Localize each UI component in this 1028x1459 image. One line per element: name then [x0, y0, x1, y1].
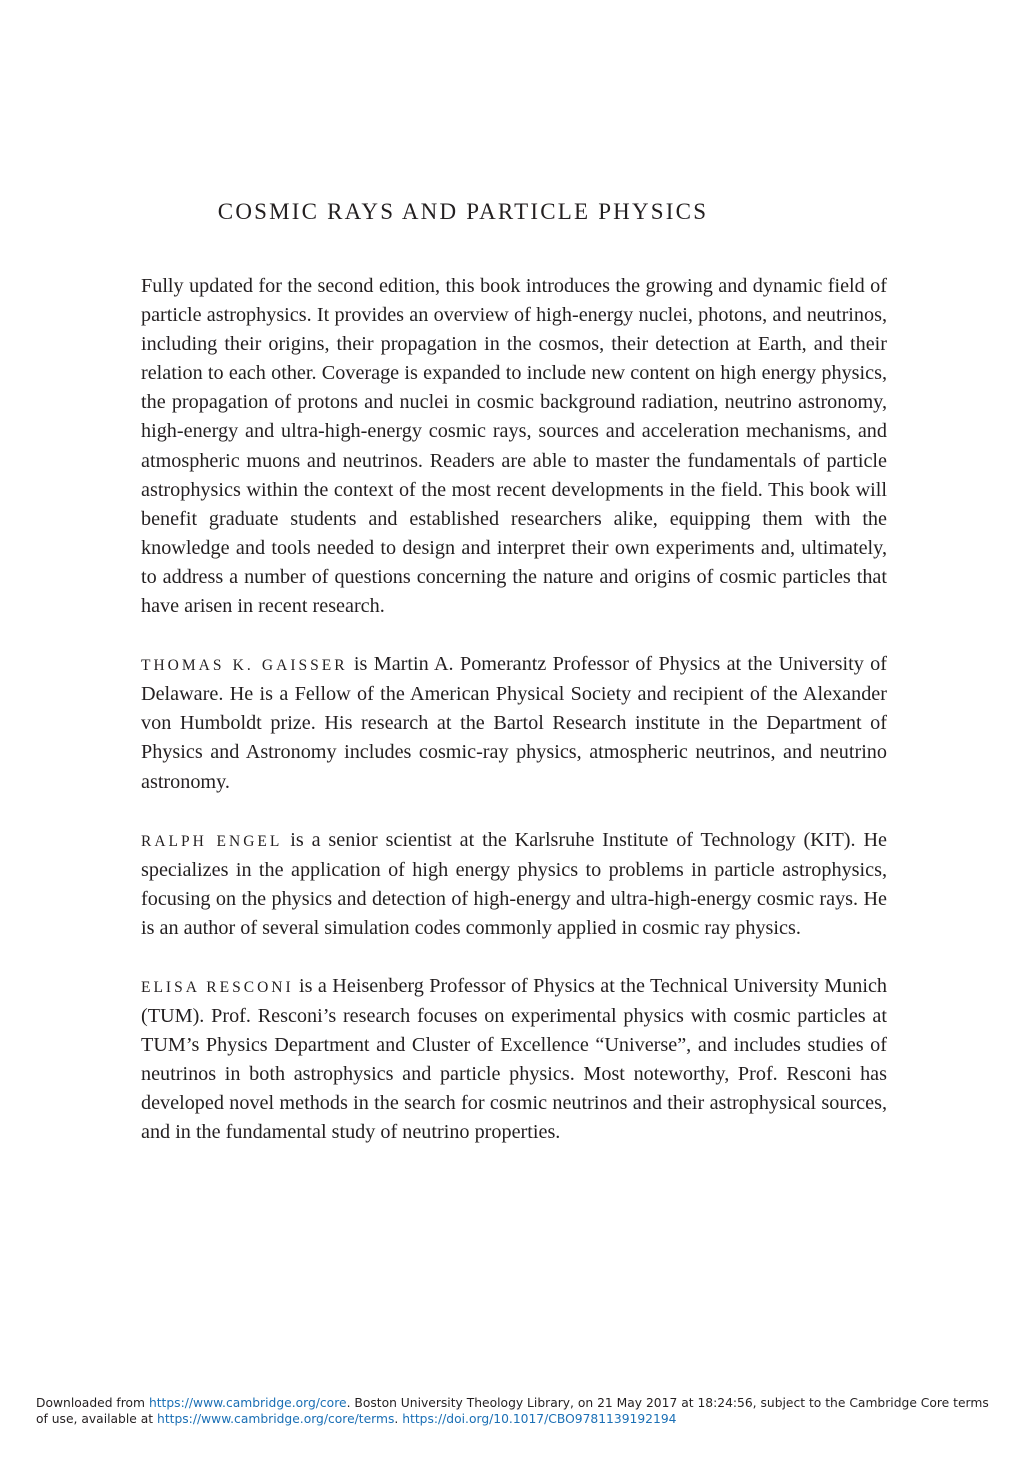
cambridge-core-link[interactable]: https://www.cambridge.org/core: [148, 1396, 347, 1410]
footer-middle: . Boston University Theology Library, on 21 May 2017 at 18:24:56, subject to the Cambridge Core terms of use, available at: [36, 1396, 989, 1426]
author-name: RALPH ENGEL: [141, 832, 283, 850]
footer-separator: .: [394, 1412, 403, 1426]
author-name: ELISA RESCONI: [141, 978, 294, 996]
main-content: [141, 272, 887, 1177]
author-bio-engel: [141, 826, 887, 943]
doi-link[interactable]: https://doi.org/10.1017/CBO9781139192194: [402, 1412, 677, 1426]
book-description: Fully updated for the second edition, this book introduces the growing and dynamic field of particle astrophysics. It provides an overview of high-energy nuclei, photons, and neutrinos, including their origins, their propagation in the cosmos, their detection at Earth, and their relation to each other. Coverage is expanded to include new content on high energy physics, the propagation of protons and nuclei in cosmic background radiation, neutrino astronomy, high-energy and ultra-high-energy cosmic rays, sources and acceleration mechanisms, and atmospheric muons and neutrinos. Readers are able to master the fundamentals of particle astrophysics within the context of the most recent developments in the field. This book will benefit graduate students and established researchers alike, equipping them with the knowledge and tools needed to design and interpret their own experiments and, ultimately, to address a number of questions concerning the nature and origins of cosmic particles that have arisen in recent research.: [141, 275, 887, 618]
page-title: COSMIC RAYS AND PARTICLE PHYSICS: [217, 199, 709, 225]
author-bio-resconi: [141, 972, 887, 1148]
author-bio-text: is Martin A. Pomerantz Professor of Physics at the University of Delaware. He is a Fellow of the American Physical Society and recipient of the Alexander von Humboldt prize. His research at the Bartol Research institute in the Department of Physics and Astronomy includes cosmic-ray physics, atmospheric neutrinos, and neutrino astronomy.: [141, 653, 887, 793]
author-bio-text: is a senior scientist at the Karlsruhe Institute of Technology (KIT). He specializes in the application of high energy physics to problems in particle astrophysics, focusing on the physics and detection of high-energy and ultra-high-energy cosmic rays. He is an author of several simulation codes commonly applied in cosmic ray physics.: [141, 828, 887, 939]
author-name: THOMAS K. GAISSER: [141, 657, 348, 675]
author-bio-gaisser: [141, 650, 887, 796]
download-footer: [36, 1395, 996, 1427]
footer-prefix: Downloaded from: [36, 1396, 149, 1410]
terms-link[interactable]: https://www.cambridge.org/core/terms: [157, 1412, 395, 1426]
author-bio-text: is a Heisenberg Professor of Physics at the Technical University Munich (TUM). Prof. Resconi’s research focuses on experimental physics with cosmic particles at TUM’s Physics Department and Cluster of Excellence “Universe”, and includes studies of neutrinos in both astrophysics and particle physics. Most noteworthy, Prof. Resconi has developed novel methods in the search for cosmic neutrinos and their astrophysical sources, and in the fundamental study of neutrino properties.: [141, 974, 887, 1144]
